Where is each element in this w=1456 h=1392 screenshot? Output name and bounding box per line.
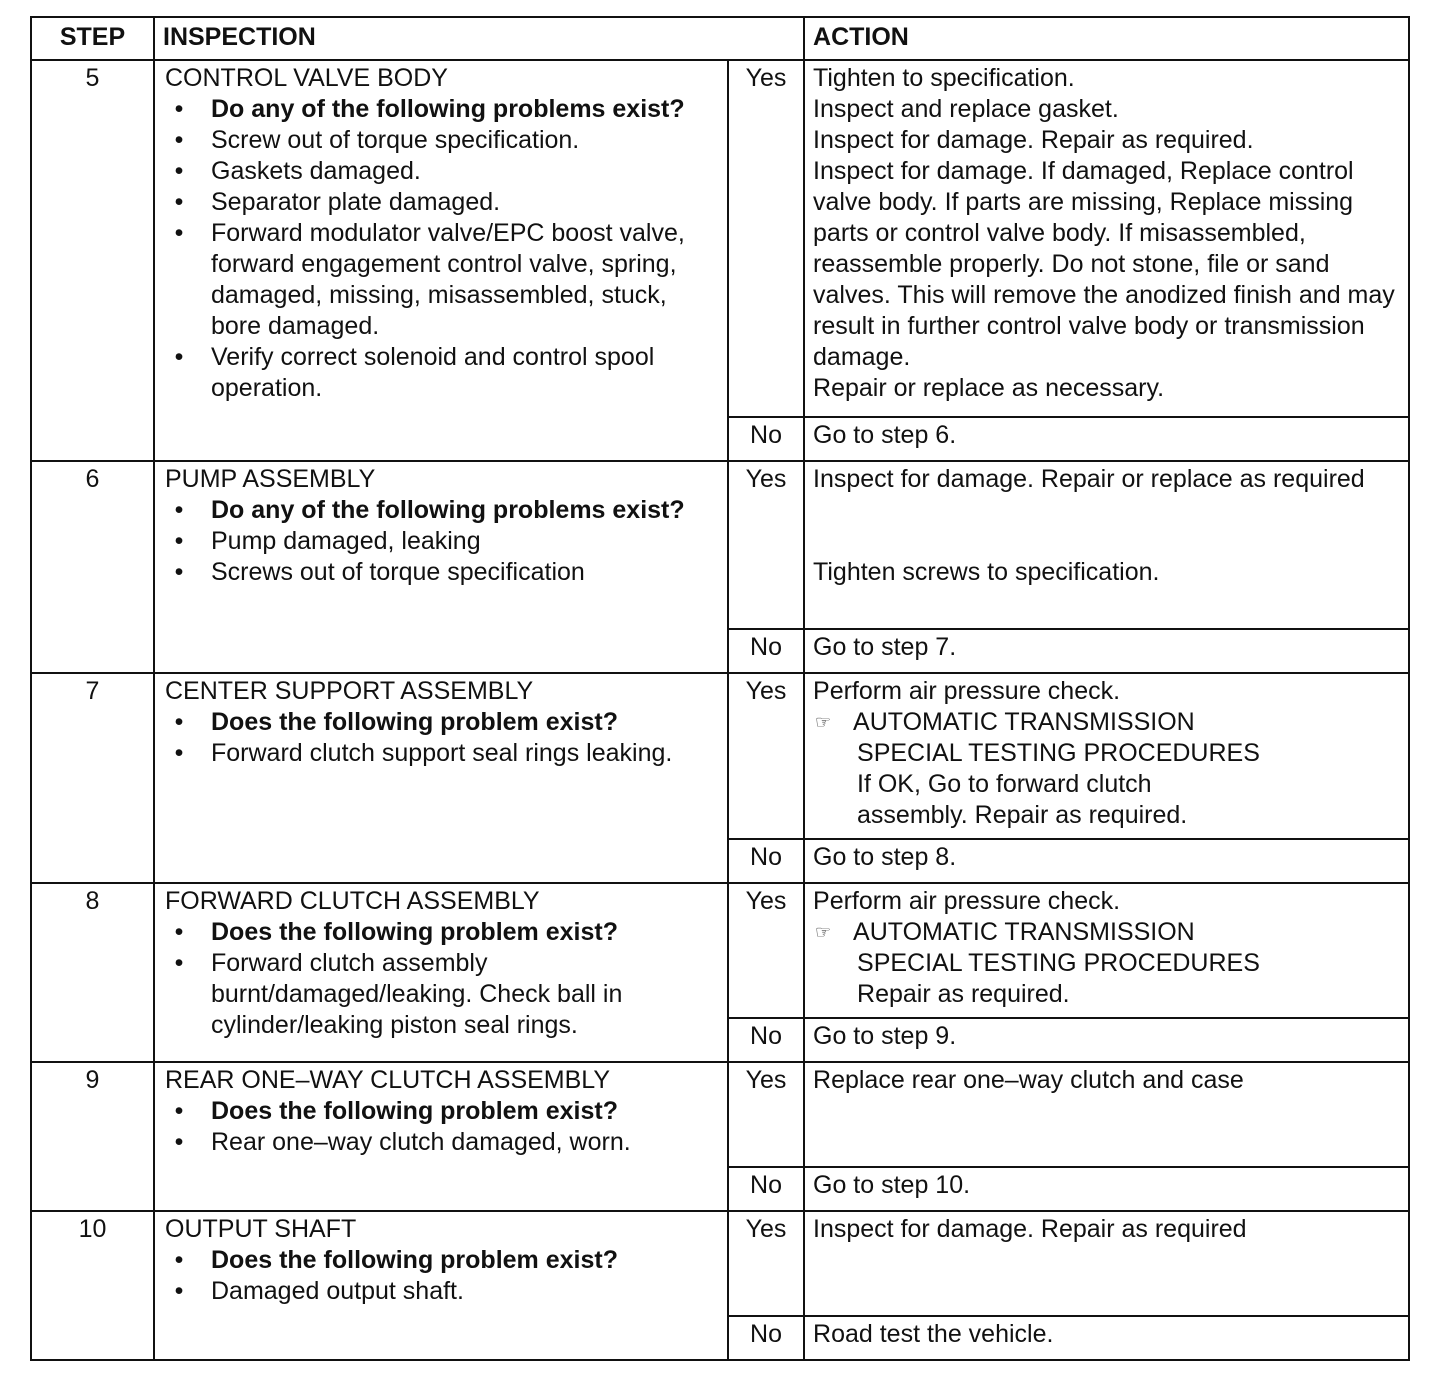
inspection-cell xyxy=(154,461,728,673)
inspection-question: • Does the following problem exist? xyxy=(174,1097,618,1125)
no-action: Go to step 7. xyxy=(804,629,1409,673)
inspection-item: • Verify correct solenoid and control spool operation. xyxy=(174,343,655,402)
step-row-yes xyxy=(31,1211,1409,1316)
yes-action: Inspect for damage. Repair or replace as required Tighten screws to specification. xyxy=(804,461,1409,629)
step-number: 8 xyxy=(31,883,154,1062)
header-step: STEP xyxy=(31,17,154,60)
inspection-item: • Damaged output shaft. xyxy=(174,1277,464,1305)
no-action: Go to step 6. xyxy=(804,417,1409,461)
no-action: Go to step 8. xyxy=(804,839,1409,883)
step-row-yes xyxy=(31,673,1409,839)
inspection-item: • Forward clutch assembly burnt/damaged/leaking. Check ball in cylinder/leaking piston seal rings. xyxy=(174,949,623,1039)
inspection-question: • Does the following problem exist? xyxy=(174,1246,618,1274)
step-number: 7 xyxy=(31,673,154,883)
no-label: No xyxy=(728,1167,804,1211)
step-number: 10 xyxy=(31,1211,154,1360)
yes-label: Yes xyxy=(728,1211,804,1316)
yes-action: Inspect for damage. Repair as required xyxy=(804,1211,1409,1316)
no-label: No xyxy=(728,839,804,883)
no-action: Go to step 9. xyxy=(804,1018,1409,1062)
yes-label: Yes xyxy=(728,60,804,417)
inspection-cell xyxy=(154,673,728,883)
inspection-question: • Does the following problem exist? xyxy=(174,918,618,946)
inspection-item: • Screws out of torque specification xyxy=(174,558,585,586)
diagnosis-table xyxy=(30,16,1410,1361)
header-row xyxy=(31,17,1409,60)
step-number: 6 xyxy=(31,461,154,673)
inspection-item: • Rear one–way clutch damaged, worn. xyxy=(174,1128,631,1156)
inspection-title: OUTPUT SHAFT xyxy=(165,1215,357,1243)
inspection-item: • Pump damaged, leaking xyxy=(174,527,481,555)
step-number: 9 xyxy=(31,1062,154,1211)
inspection-item: • Forward modulator valve/EPC boost valve, forward engagement control valve, spring, damaged, missing, misassembled, stuck, bore damaged. xyxy=(174,219,685,340)
inspection-item: • Forward clutch support seal rings leaking. xyxy=(174,739,673,767)
yes-label: Yes xyxy=(728,461,804,629)
pointing-hand-icon: ☞ xyxy=(815,712,832,732)
inspection-item: • Separator plate damaged. xyxy=(174,188,501,216)
pointing-hand-icon: ☞ xyxy=(815,922,832,942)
inspection-cell xyxy=(154,1211,728,1360)
no-action: Road test the vehicle. xyxy=(804,1316,1409,1360)
step-row-yes xyxy=(31,1062,1409,1167)
inspection-question: • Do any of the following problems exist? xyxy=(174,496,685,524)
yes-action: Perform air pressure check. ☞ AUTOMATIC TRANSMISSION SPECIAL TESTING PROCEDURES If OK, Go to forward clutch assembly. Repair as required. xyxy=(804,673,1409,839)
inspection-cell xyxy=(154,883,728,1062)
inspection-cell xyxy=(154,60,728,461)
no-label: No xyxy=(728,1018,804,1062)
step-row-yes xyxy=(31,461,1409,629)
no-label: No xyxy=(728,417,804,461)
inspection-item: • Screw out of torque specification. xyxy=(174,126,580,154)
step-number: 5 xyxy=(31,60,154,461)
inspection-question: • Does the following problem exist? xyxy=(174,708,618,736)
inspection-title: CONTROL VALVE BODY xyxy=(165,64,448,92)
inspection-title: FORWARD CLUTCH ASSEMBLY xyxy=(165,887,540,915)
no-action: Go to step 10. xyxy=(804,1167,1409,1211)
inspection-title: REAR ONE–WAY CLUTCH ASSEMBLY xyxy=(165,1066,611,1094)
inspection-item: • Gaskets damaged. xyxy=(174,157,421,185)
yes-label: Yes xyxy=(728,1062,804,1167)
yes-action: Perform air pressure check. ☞ AUTOMATIC TRANSMISSION SPECIAL TESTING PROCEDURES Repair as required. xyxy=(804,883,1409,1018)
yes-label: Yes xyxy=(728,673,804,839)
yes-label: Yes xyxy=(728,883,804,1018)
inspection-title: CENTER SUPPORT ASSEMBLY xyxy=(165,677,534,705)
yes-action: Tighten to specification. Inspect and replace gasket. Inspect for damage. Repair as required. Inspect for damage. If damaged, Replace control valve body. If parts are missing, Replace missing parts or control valve body. If misassembled, reassemble properly. Do not stone, file or sand valves. This will remove the anodized finish and may result in further control valve body or transmission damage. Repair or replace as necessary. xyxy=(804,60,1409,417)
inspection-title: PUMP ASSEMBLY xyxy=(165,465,376,493)
step-row-yes xyxy=(31,883,1409,1018)
inspection-question: • Do any of the following problems exist? xyxy=(174,95,685,123)
inspection-cell xyxy=(154,1062,728,1211)
header-action: ACTION xyxy=(804,17,1409,60)
header-inspection: INSPECTION xyxy=(154,17,804,60)
no-label: No xyxy=(728,629,804,673)
step-row-yes xyxy=(31,60,1409,417)
yes-action: Replace rear one–way clutch and case xyxy=(804,1062,1409,1167)
no-label: No xyxy=(728,1316,804,1360)
